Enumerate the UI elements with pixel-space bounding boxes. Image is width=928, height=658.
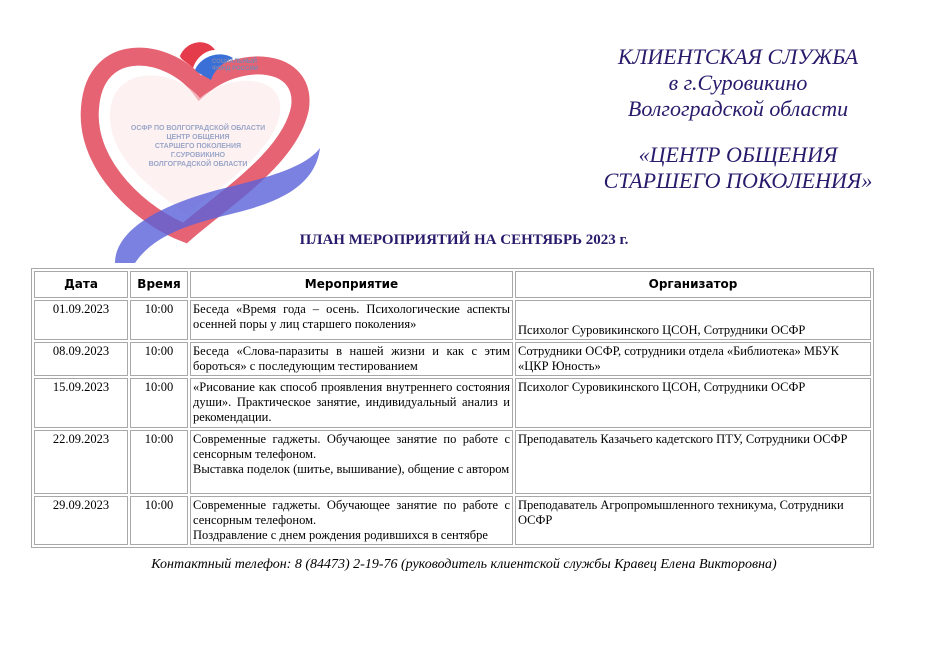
events-table: [31, 268, 874, 548]
contact-footer: Контактный телефон: 8 (84473) 2-19-76 (руководитель клиентской службы Кравец Елена Викторовна): [151, 557, 777, 572]
header-line: в г.Суровикино: [668, 70, 808, 95]
cell-event: Беседа «Слова-паразиты в нашей жизни и как с этим бороться» с последующим тестированием: [190, 342, 513, 376]
table-header-row: [34, 271, 871, 298]
cell-event: Беседа «Время года – осень. Психологические аспекты осенней поры у лиц старшего поколения»: [190, 300, 513, 340]
cell-event: «Рисование как способ проявления внутреннего состояния души». Практическое занятие, индивидуальный анализ и рекомендации.: [190, 378, 513, 428]
cell-organizer: Психолог Суровикинского ЦСОН, Сотрудники ОСФР: [515, 378, 871, 428]
cell-date: 01.09.2023: [34, 300, 128, 340]
column-header-time: Время: [130, 271, 188, 298]
cell-organizer: Преподаватель Агропромышленного техникума, Сотрудники ОСФР: [515, 496, 871, 545]
table-row: [34, 378, 871, 428]
table-row: [34, 496, 871, 545]
column-header-event: Мероприятие: [190, 271, 513, 298]
cell-organizer: Психолог Суровикинского ЦСОН, Сотрудники ОСФР: [515, 300, 871, 340]
table-row: [34, 430, 871, 494]
column-header-date: Дата: [34, 271, 128, 298]
cell-date: 15.09.2023: [34, 378, 128, 428]
logo-heart-caption: ОСФР ПО ВОЛГОГРАДСКОЙ ОБЛАСТИ ЦЕНТР ОБЩЕНИЯ СТАРШЕГО ПОКОЛЕНИЯ Г.СУРОВИКИНО ВОЛГОГРАДСКОЙ ОБЛАСТИ: [130, 125, 266, 168]
cell-time: 10:00: [130, 300, 188, 340]
cell-organizer: Преподаватель Казачьего кадетского ПТУ, Сотрудники ОСФР: [515, 430, 871, 494]
cell-time: 10:00: [130, 496, 188, 545]
cell-organizer: Сотрудники ОСФР, сотрудники отдела «Библиотека» МБУК «ЦКР Юность»: [515, 342, 871, 376]
column-header-organizer: Организатор: [515, 271, 871, 298]
table-row: [34, 300, 871, 340]
cell-event: Современные гаджеты. Обучающее занятие по работе с сенсорным телефоном. Выставка поделок (шитье, вышивание), общение с автором: [190, 430, 513, 494]
header-line: СТАРШЕГО ПОКОЛЕНИЯ»: [603, 168, 873, 193]
cell-time: 10:00: [130, 430, 188, 494]
cell-time: 10:00: [130, 342, 188, 376]
plan-title: ПЛАН МЕРОПРИЯТИЙ НА СЕНТЯБРЬ 2023 г.: [299, 232, 629, 248]
logo-brand-caption: СОЦИАЛЬНЫЙ ФОНД РОССИИ: [212, 59, 258, 72]
cell-event: Современные гаджеты. Обучающее занятие по работе с сенсорным телефоном. Поздравление с днем рождения родившихся в сентябре: [190, 496, 513, 545]
page-header: [568, 44, 908, 194]
header-line: Волгоградской области: [627, 96, 849, 121]
table-row: [34, 342, 871, 376]
header-line: КЛИЕНТСКАЯ СЛУЖБА: [617, 44, 859, 69]
cell-date: 08.09.2023: [34, 342, 128, 376]
cell-date: 29.09.2023: [34, 496, 128, 545]
cell-date: 22.09.2023: [34, 430, 128, 494]
header-line: «ЦЕНТР ОБЩЕНИЯ: [638, 142, 838, 167]
cell-time: 10:00: [130, 378, 188, 428]
